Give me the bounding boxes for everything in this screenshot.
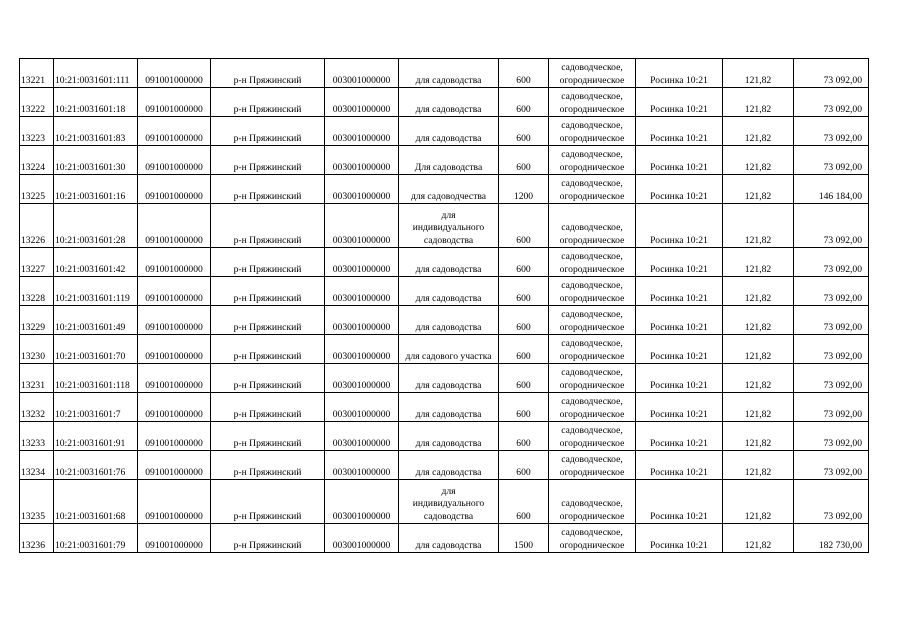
permitted-use-cell (399, 117, 499, 146)
permitted-use-line: Для садоводства (414, 161, 483, 173)
row-number-cell: 13228 (20, 277, 54, 306)
land-category-line: садоводческое, (561, 498, 623, 509)
settlement-name-cell: Росинка 10:21 (636, 277, 723, 306)
land-category-line: огородническое (559, 539, 625, 551)
land-category-line: садоводческое, (561, 178, 623, 189)
row-number-cell: 13235 (20, 480, 54, 524)
specific-value-cell: 121,82 (723, 364, 794, 393)
district-name-cell: р-н Пряжинский (211, 335, 325, 364)
land-category-line: садоводческое, (561, 527, 623, 538)
settlement-name-cell: Росинка 10:21 (636, 175, 723, 204)
table-row (20, 88, 869, 117)
table-row (20, 364, 869, 393)
settlement-name-cell: Росинка 10:21 (636, 204, 723, 248)
permitted-use-line: для садоводства (415, 379, 482, 391)
permitted-use-cell (399, 248, 499, 277)
row-number-cell: 13230 (20, 335, 54, 364)
land-category-cell (549, 422, 636, 451)
district-name-cell: р-н Пряжинский (211, 204, 325, 248)
settlement-code-cell: 003001000000 (325, 393, 399, 422)
district-name-cell: р-н Пряжинский (211, 364, 325, 393)
specific-value-cell: 121,82 (723, 175, 794, 204)
district-name-cell: р-н Пряжинский (211, 175, 325, 204)
row-number-cell: 13224 (20, 146, 54, 175)
specific-value-cell: 121,82 (723, 480, 794, 524)
cadastral-value-cell: 182 730,00 (794, 524, 869, 553)
plot-area-cell: 600 (499, 117, 549, 146)
cadastral-number-cell: 10:21:0031601:83 (54, 117, 138, 146)
permitted-use-line: для садоводства (415, 74, 482, 86)
land-category-cell (549, 335, 636, 364)
permitted-use-cell (399, 277, 499, 306)
row-number-cell: 13234 (20, 451, 54, 480)
table-row (20, 335, 869, 364)
plot-area-cell: 600 (499, 59, 549, 88)
settlement-name-cell: Росинка 10:21 (636, 335, 723, 364)
land-category-line: огородническое (559, 466, 625, 478)
district-name-cell: р-н Пряжинский (211, 422, 325, 451)
row-number-cell: 13223 (20, 117, 54, 146)
cadastral-value-cell: 73 092,00 (794, 393, 869, 422)
permitted-use-line: для садоводства (415, 321, 482, 333)
land-category-line: садоводческое, (561, 91, 623, 102)
land-category-line: садоводческое, (561, 222, 623, 233)
permitted-use-cell (399, 422, 499, 451)
oktmo-code-cell: 091001000000 (138, 204, 211, 248)
permitted-use-cell (399, 480, 499, 524)
permitted-use-line: для садоводчества (410, 190, 487, 202)
settlement-name-cell: Росинка 10:21 (636, 393, 723, 422)
district-name-cell: р-н Пряжинский (211, 146, 325, 175)
land-category-line: огородническое (559, 379, 625, 391)
cadastral-value-cell: 73 092,00 (794, 306, 869, 335)
oktmo-code-cell: 091001000000 (138, 306, 211, 335)
district-name-cell: р-н Пряжинский (211, 88, 325, 117)
settlement-code-cell: 003001000000 (325, 88, 399, 117)
table-row (20, 480, 869, 524)
row-number-cell: 13229 (20, 306, 54, 335)
settlement-code-cell: 003001000000 (325, 204, 399, 248)
land-category-cell (549, 277, 636, 306)
specific-value-cell: 121,82 (723, 248, 794, 277)
cadastral-number-cell: 10:21:0031601:16 (54, 175, 138, 204)
land-category-line: огородническое (559, 437, 625, 449)
land-category-line: садоводческое, (561, 280, 623, 291)
land-category-line: огородническое (559, 292, 625, 304)
oktmo-code-cell: 091001000000 (138, 480, 211, 524)
settlement-code-cell: 003001000000 (325, 175, 399, 204)
oktmo-code-cell: 091001000000 (138, 277, 211, 306)
land-category-line: огородническое (559, 74, 625, 86)
plot-area-cell: 1200 (499, 175, 549, 204)
specific-value-cell: 121,82 (723, 335, 794, 364)
land-category-line: садоводческое, (561, 338, 623, 349)
land-category-cell (549, 59, 636, 88)
permitted-use-line: садоводства (423, 510, 474, 522)
cadastral-value-cell: 73 092,00 (794, 480, 869, 524)
cadastral-number-cell: 10:21:0031601:76 (54, 451, 138, 480)
land-category-line: садоводческое, (561, 367, 623, 378)
plot-area-cell: 600 (499, 335, 549, 364)
specific-value-cell: 121,82 (723, 306, 794, 335)
oktmo-code-cell: 091001000000 (138, 451, 211, 480)
land-category-line: садоводческое, (561, 149, 623, 160)
row-number-cell: 13232 (20, 393, 54, 422)
settlement-code-cell: 003001000000 (325, 422, 399, 451)
table-row (20, 59, 869, 88)
permitted-use-line: для садоводства (415, 466, 482, 478)
land-category-line: огородническое (559, 321, 625, 333)
settlement-name-cell: Росинка 10:21 (636, 451, 723, 480)
land-category-line: садоводческое, (561, 425, 623, 436)
permitted-use-cell (399, 204, 499, 248)
row-number-cell: 13222 (20, 88, 54, 117)
cadastral-value-cell: 73 092,00 (794, 422, 869, 451)
table-row (20, 277, 869, 306)
permitted-use-line: для садоводства (415, 132, 482, 144)
land-category-line: огородническое (559, 161, 625, 173)
cadastral-value-cell: 73 092,00 (794, 117, 869, 146)
land-category-line: садоводческое, (561, 62, 623, 73)
land-category-line: садоводческое, (561, 454, 623, 465)
settlement-name-cell: Росинка 10:21 (636, 306, 723, 335)
permitted-use-cell (399, 88, 499, 117)
row-number-cell: 13231 (20, 364, 54, 393)
settlement-name-cell: Росинка 10:21 (636, 146, 723, 175)
oktmo-code-cell: 091001000000 (138, 524, 211, 553)
cadastral-number-cell: 10:21:0031601:118 (54, 364, 138, 393)
land-category-cell (549, 364, 636, 393)
permitted-use-line: для садоводства (415, 103, 482, 115)
specific-value-cell: 121,82 (723, 88, 794, 117)
settlement-code-cell: 003001000000 (325, 248, 399, 277)
cadastral-number-cell: 10:21:0031601:68 (54, 480, 138, 524)
cadastral-value-cell: 73 092,00 (794, 204, 869, 248)
plot-area-cell: 600 (499, 248, 549, 277)
district-name-cell: р-н Пряжинский (211, 248, 325, 277)
permitted-use-line: для (441, 485, 456, 497)
oktmo-code-cell: 091001000000 (138, 117, 211, 146)
district-name-cell: р-н Пряжинский (211, 306, 325, 335)
specific-value-cell: 121,82 (723, 204, 794, 248)
settlement-code-cell: 003001000000 (325, 480, 399, 524)
land-category-line: садоводческое, (561, 120, 623, 131)
land-category-line: огородническое (559, 263, 625, 275)
permitted-use-line: для садоводства (415, 292, 482, 304)
table-row (20, 451, 869, 480)
plot-area-cell: 600 (499, 88, 549, 117)
permitted-use-line: индивидуального (412, 222, 485, 233)
permitted-use-cell (399, 335, 499, 364)
table-row (20, 204, 869, 248)
permitted-use-line: индивидуального (412, 498, 485, 509)
table-row (20, 146, 869, 175)
cadastral-number-cell: 10:21:0031601:42 (54, 248, 138, 277)
cadastral-number-cell: 10:21:0031601:91 (54, 422, 138, 451)
settlement-code-cell: 003001000000 (325, 306, 399, 335)
cadastral-number-cell: 10:21:0031601:79 (54, 524, 138, 553)
plot-area-cell: 600 (499, 422, 549, 451)
land-category-cell (549, 248, 636, 277)
settlement-code-cell: 003001000000 (325, 335, 399, 364)
oktmo-code-cell: 091001000000 (138, 88, 211, 117)
land-category-line: садоводческое, (561, 251, 623, 262)
land-category-cell (549, 88, 636, 117)
settlement-code-cell: 003001000000 (325, 364, 399, 393)
plot-area-cell: 1500 (499, 524, 549, 553)
settlement-code-cell: 003001000000 (325, 146, 399, 175)
table-row (20, 524, 869, 553)
specific-value-cell: 121,82 (723, 393, 794, 422)
row-number-cell: 13227 (20, 248, 54, 277)
row-number-cell: 13221 (20, 59, 54, 88)
plot-area-cell: 600 (499, 480, 549, 524)
oktmo-code-cell: 091001000000 (138, 59, 211, 88)
settlement-code-cell: 003001000000 (325, 451, 399, 480)
district-name-cell: р-н Пряжинский (211, 480, 325, 524)
cadastral-number-cell: 10:21:0031601:7 (54, 393, 138, 422)
district-name-cell: р-н Пряжинский (211, 451, 325, 480)
table-row (20, 306, 869, 335)
land-category-cell (549, 117, 636, 146)
cadastral-number-cell: 10:21:0031601:111 (54, 59, 138, 88)
plot-area-cell: 600 (499, 393, 549, 422)
land-category-cell (549, 175, 636, 204)
plot-area-cell: 600 (499, 277, 549, 306)
land-category-cell (549, 480, 636, 524)
row-number-cell: 13236 (20, 524, 54, 553)
permitted-use-line: для садоводства (415, 437, 482, 449)
specific-value-cell: 121,82 (723, 451, 794, 480)
land-category-line: огородническое (559, 408, 625, 420)
specific-value-cell: 121,82 (723, 277, 794, 306)
permitted-use-line: для садоводства (415, 263, 482, 275)
oktmo-code-cell: 091001000000 (138, 175, 211, 204)
oktmo-code-cell: 091001000000 (138, 335, 211, 364)
permitted-use-cell (399, 451, 499, 480)
cadastral-number-cell: 10:21:0031601:119 (54, 277, 138, 306)
specific-value-cell: 121,82 (723, 146, 794, 175)
land-registry-table (19, 58, 869, 553)
cadastral-number-cell: 10:21:0031601:49 (54, 306, 138, 335)
oktmo-code-cell: 091001000000 (138, 422, 211, 451)
oktmo-code-cell: 091001000000 (138, 393, 211, 422)
land-category-cell (549, 524, 636, 553)
settlement-name-cell: Росинка 10:21 (636, 480, 723, 524)
settlement-name-cell: Росинка 10:21 (636, 524, 723, 553)
district-name-cell: р-н Пряжинский (211, 393, 325, 422)
land-category-line: садоводческое, (561, 396, 623, 407)
row-number-cell: 13226 (20, 204, 54, 248)
land-category-line: огородническое (559, 190, 625, 202)
cadastral-value-cell: 73 092,00 (794, 59, 869, 88)
plot-area-cell: 600 (499, 146, 549, 175)
land-category-line: огородническое (559, 103, 625, 115)
district-name-cell: р-н Пряжинский (211, 59, 325, 88)
permitted-use-cell (399, 175, 499, 204)
permitted-use-line: для садового участка (405, 350, 492, 362)
cadastral-value-cell: 146 184,00 (794, 175, 869, 204)
settlement-name-cell: Росинка 10:21 (636, 248, 723, 277)
district-name-cell: р-н Пряжинский (211, 117, 325, 146)
table-row (20, 175, 869, 204)
cadastral-number-cell: 10:21:0031601:18 (54, 88, 138, 117)
table-row (20, 422, 869, 451)
cadastral-number-cell: 10:21:0031601:70 (54, 335, 138, 364)
specific-value-cell: 121,82 (723, 524, 794, 553)
oktmo-code-cell: 091001000000 (138, 248, 211, 277)
plot-area-cell: 600 (499, 364, 549, 393)
cadastral-number-cell: 10:21:0031601:28 (54, 204, 138, 248)
land-category-line: огородническое (559, 350, 625, 362)
plot-area-cell: 600 (499, 306, 549, 335)
cadastral-value-cell: 73 092,00 (794, 88, 869, 117)
plot-area-cell: 600 (499, 204, 549, 248)
plot-area-cell: 600 (499, 451, 549, 480)
table-row (20, 248, 869, 277)
row-number-cell: 13225 (20, 175, 54, 204)
table-row (20, 393, 869, 422)
cadastral-value-cell: 73 092,00 (794, 335, 869, 364)
oktmo-code-cell: 091001000000 (138, 146, 211, 175)
cadastral-value-cell: 73 092,00 (794, 277, 869, 306)
settlement-name-cell: Росинка 10:21 (636, 364, 723, 393)
permitted-use-line: садоводства (423, 234, 474, 246)
district-name-cell: р-н Пряжинский (211, 524, 325, 553)
specific-value-cell: 121,82 (723, 422, 794, 451)
settlement-name-cell: Росинка 10:21 (636, 88, 723, 117)
table-row (20, 117, 869, 146)
permitted-use-cell (399, 364, 499, 393)
land-category-line: садоводческое, (561, 309, 623, 320)
cadastral-value-cell: 73 092,00 (794, 248, 869, 277)
settlement-name-cell: Росинка 10:21 (636, 117, 723, 146)
permitted-use-line: для садоводства (415, 539, 482, 551)
table-body (20, 59, 869, 553)
land-category-line: огородническое (559, 132, 625, 144)
specific-value-cell: 121,82 (723, 117, 794, 146)
settlement-code-cell: 003001000000 (325, 59, 399, 88)
settlement-code-cell: 003001000000 (325, 524, 399, 553)
row-number-cell: 13233 (20, 422, 54, 451)
district-name-cell: р-н Пряжинский (211, 277, 325, 306)
land-category-cell (549, 393, 636, 422)
cadastral-value-cell: 73 092,00 (794, 451, 869, 480)
land-category-cell (549, 146, 636, 175)
permitted-use-cell (399, 306, 499, 335)
cadastral-number-cell: 10:21:0031601:30 (54, 146, 138, 175)
oktmo-code-cell: 091001000000 (138, 364, 211, 393)
cadastral-value-cell: 73 092,00 (794, 146, 869, 175)
permitted-use-line: для садоводства (415, 408, 482, 420)
permitted-use-line: для (441, 209, 456, 221)
settlement-name-cell: Росинка 10:21 (636, 59, 723, 88)
land-category-cell (549, 451, 636, 480)
permitted-use-cell (399, 393, 499, 422)
land-category-line: огородническое (559, 234, 625, 246)
land-category-cell (549, 204, 636, 248)
settlement-name-cell: Росинка 10:21 (636, 422, 723, 451)
permitted-use-cell (399, 146, 499, 175)
cadastral-value-cell: 73 092,00 (794, 364, 869, 393)
settlement-code-cell: 003001000000 (325, 277, 399, 306)
permitted-use-cell (399, 524, 499, 553)
settlement-code-cell: 003001000000 (325, 117, 399, 146)
land-category-cell (549, 306, 636, 335)
specific-value-cell: 121,82 (723, 59, 794, 88)
land-category-line: огородническое (559, 510, 625, 522)
permitted-use-cell (399, 59, 499, 88)
